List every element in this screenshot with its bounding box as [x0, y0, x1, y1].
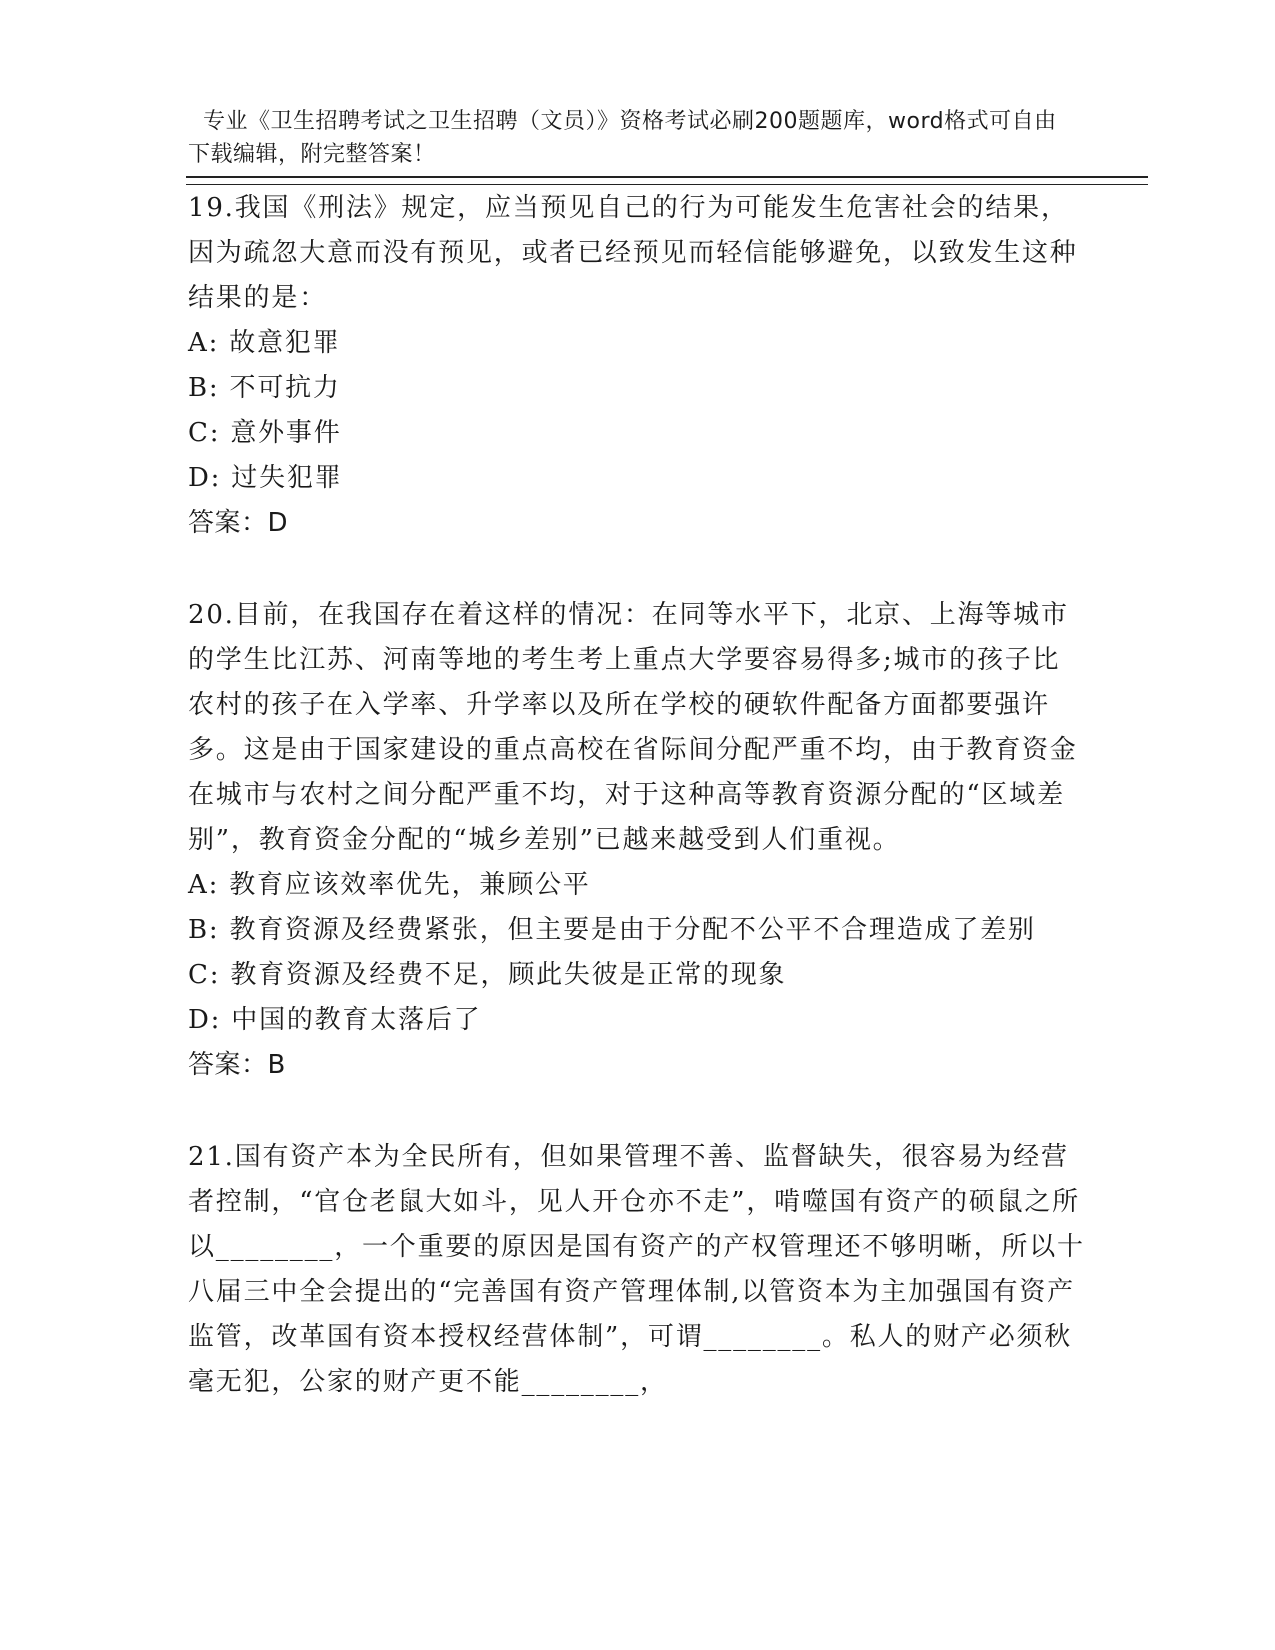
- header-title: 专业《卫生招聘考试之卫生招聘（文员）》资格考试必刷200题题库，word格式可自由下载编辑，附完整答案！: [188, 109, 1057, 167]
- question-spacer: [188, 1088, 1088, 1135]
- page-header: [188, 72, 1068, 171]
- question-19: [188, 186, 1088, 546]
- option-d: D: 过失犯罪: [188, 463, 343, 493]
- option-a: A: 教育应该效率优先，兼顾公平: [188, 870, 591, 900]
- option-c: C: 教育资源及经费不足，顾此失彼是正常的现象: [188, 960, 787, 990]
- question-list: [188, 186, 1088, 1405]
- question-text: 21.国有资产本为全民所有，但如果管理不善、监督缺失，很容易为经营者控制，“官仓老鼠大如斗，见人开仓亦不走”，啃噬国有资产的硕鼠之所以________，一个重要的原因是国有资产的产权管理还不够明晰，所以十八届三中全会提出的“完善国有资产管理体制,以管资本为主加强国有资产监管，改革国有资本授权经营体制”，可谓________。私人的财产必须秋毫无犯，公家的财产更不能________，: [188, 1142, 1085, 1397]
- option-b: B: 教育资源及经费紧张，但主要是由于分配不公平不合理造成了差别: [188, 915, 1036, 945]
- question-20: [188, 593, 1088, 1088]
- question-text: 19.我国《刑法》规定，应当预见自己的行为可能发生危害社会的结果，因为疏忽大意而没有预见，或者已经预见而轻信能够避免，以致发生这种结果的是：: [188, 193, 1078, 313]
- header-divider: [186, 176, 1148, 185]
- answer-label: 答案：D: [188, 508, 289, 538]
- option-c: C: 意外事件: [188, 418, 342, 448]
- option-b: B: 不可抗力: [188, 373, 341, 403]
- question-21: [188, 1135, 1088, 1405]
- question-text: 20.目前，在我国存在着这样的情况：在同等水平下，北京、上海等城市的学生比江苏、河南等地的考生考上重点大学要容易得多;城市的孩子比农村的孩子在入学率、升学率以及所在学校的硬软件配备方面都要强许多。这是由于国家建设的重点高校在省际间分配严重不均，由于教育资金在城市与农村之间分配严重不均，对于这种高等教育资源分配的“区域差别”，教育资金分配的“城乡差别”已越来越受到人们重视。: [188, 600, 1078, 855]
- answer-label: 答案：B: [188, 1050, 286, 1080]
- question-spacer: [188, 546, 1088, 593]
- option-d: D: 中国的教育太落后了: [188, 1005, 482, 1035]
- option-a: A: 故意犯罪: [188, 328, 341, 358]
